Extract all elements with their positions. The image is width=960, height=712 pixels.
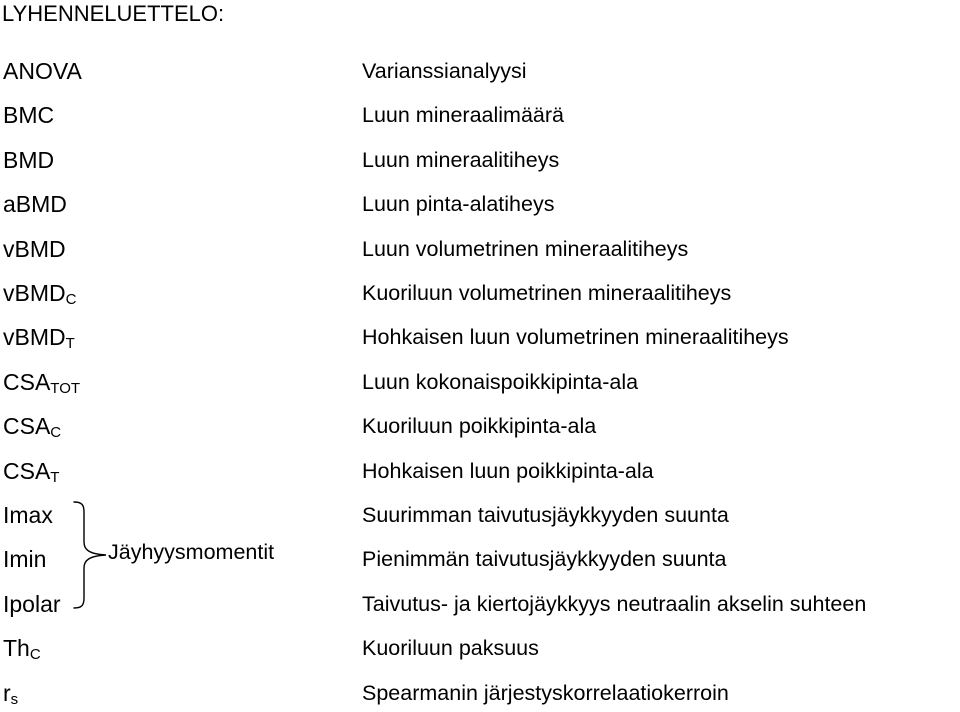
abbreviation-row (0, 189, 960, 223)
abbreviation-row (0, 145, 960, 179)
abbreviation-definition: Luun kokonaispoikkipinta-ala (362, 369, 639, 394)
abbreviation-term: aBMD (3, 191, 67, 218)
abbreviation-row (0, 678, 960, 712)
abbreviation-row (0, 234, 960, 268)
abbreviation-definition: Luun mineraalitiheys (362, 147, 560, 172)
abbreviation-definition: Kuoriluun paksuus (362, 636, 539, 661)
abbreviation-term: $CSA_C$ (3, 413, 62, 442)
abbreviation-row (0, 500, 960, 534)
abbreviation-row (0, 56, 960, 90)
abbreviation-definition: Suurimman taivutusjäykkyyden suunta (362, 503, 729, 527)
abbreviation-term: vBMD$_C$ (3, 280, 77, 308)
abbreviation-definition: Kuoriluun poikkipinta-ala (362, 414, 597, 439)
abbreviation-definition: Luun mineraalimäärä (362, 103, 564, 128)
group-label-jayhyysmomentit: Jäyhyysmomentit (108, 540, 275, 564)
abbreviation-row (0, 367, 960, 401)
abbreviation-row (0, 456, 960, 490)
page-title: LYHENNELUETTELO: (2, 1, 225, 26)
abbreviation-term: Imin (3, 546, 47, 573)
abbreviation-term: $Th_C$ (3, 635, 41, 664)
abbreviation-definition: Pienimmän taivutusjäykkyyden suunta (362, 547, 727, 572)
abbreviation-term: $r_s$ (3, 679, 19, 708)
abbreviation-row (0, 589, 960, 623)
abbreviation-definition: Varianssianalyysi (362, 59, 527, 83)
grouping-brace-icon (72, 500, 108, 610)
abbreviation-definition: Luun pinta-alatiheys (362, 192, 555, 217)
abbreviation-definition: Taivutus- ja kiertojäykkyys neutraalin akselin suhteen (362, 591, 867, 616)
abbreviation-term: vBMD$_T$ (3, 324, 75, 353)
abbreviation-definition: Hohkaisen luun volumetrinen mineraalitiheys (362, 325, 789, 350)
abbreviation-term: $CSA_{TOT}$ (3, 368, 81, 397)
abbreviation-definition: Hohkaisen luun poikkipinta-ala (362, 458, 654, 483)
abbreviation-row (0, 411, 960, 445)
abbreviation-term: vBMD (3, 235, 66, 262)
abbreviation-term: BMD (3, 146, 55, 173)
abbreviation-term: BMC (3, 102, 55, 129)
abbreviation-row (0, 322, 960, 356)
abbreviation-definition: Kuoriluun volumetrinen mineraalitiheys (362, 281, 732, 305)
abbreviation-term: Imax (3, 502, 53, 528)
abbreviation-row (0, 100, 960, 134)
abbreviation-term: ANOVA (3, 58, 82, 84)
abbreviation-term: $CSA_T$ (3, 457, 60, 486)
abbreviation-definition: Spearmanin järjestyskorrelaatiokerroin (362, 680, 729, 705)
abbreviation-row (0, 633, 960, 667)
abbreviation-definition: Luun volumetrinen mineraalitiheys (362, 236, 689, 261)
abbreviation-row (0, 278, 960, 312)
abbreviation-term: Ipolar (3, 590, 61, 617)
